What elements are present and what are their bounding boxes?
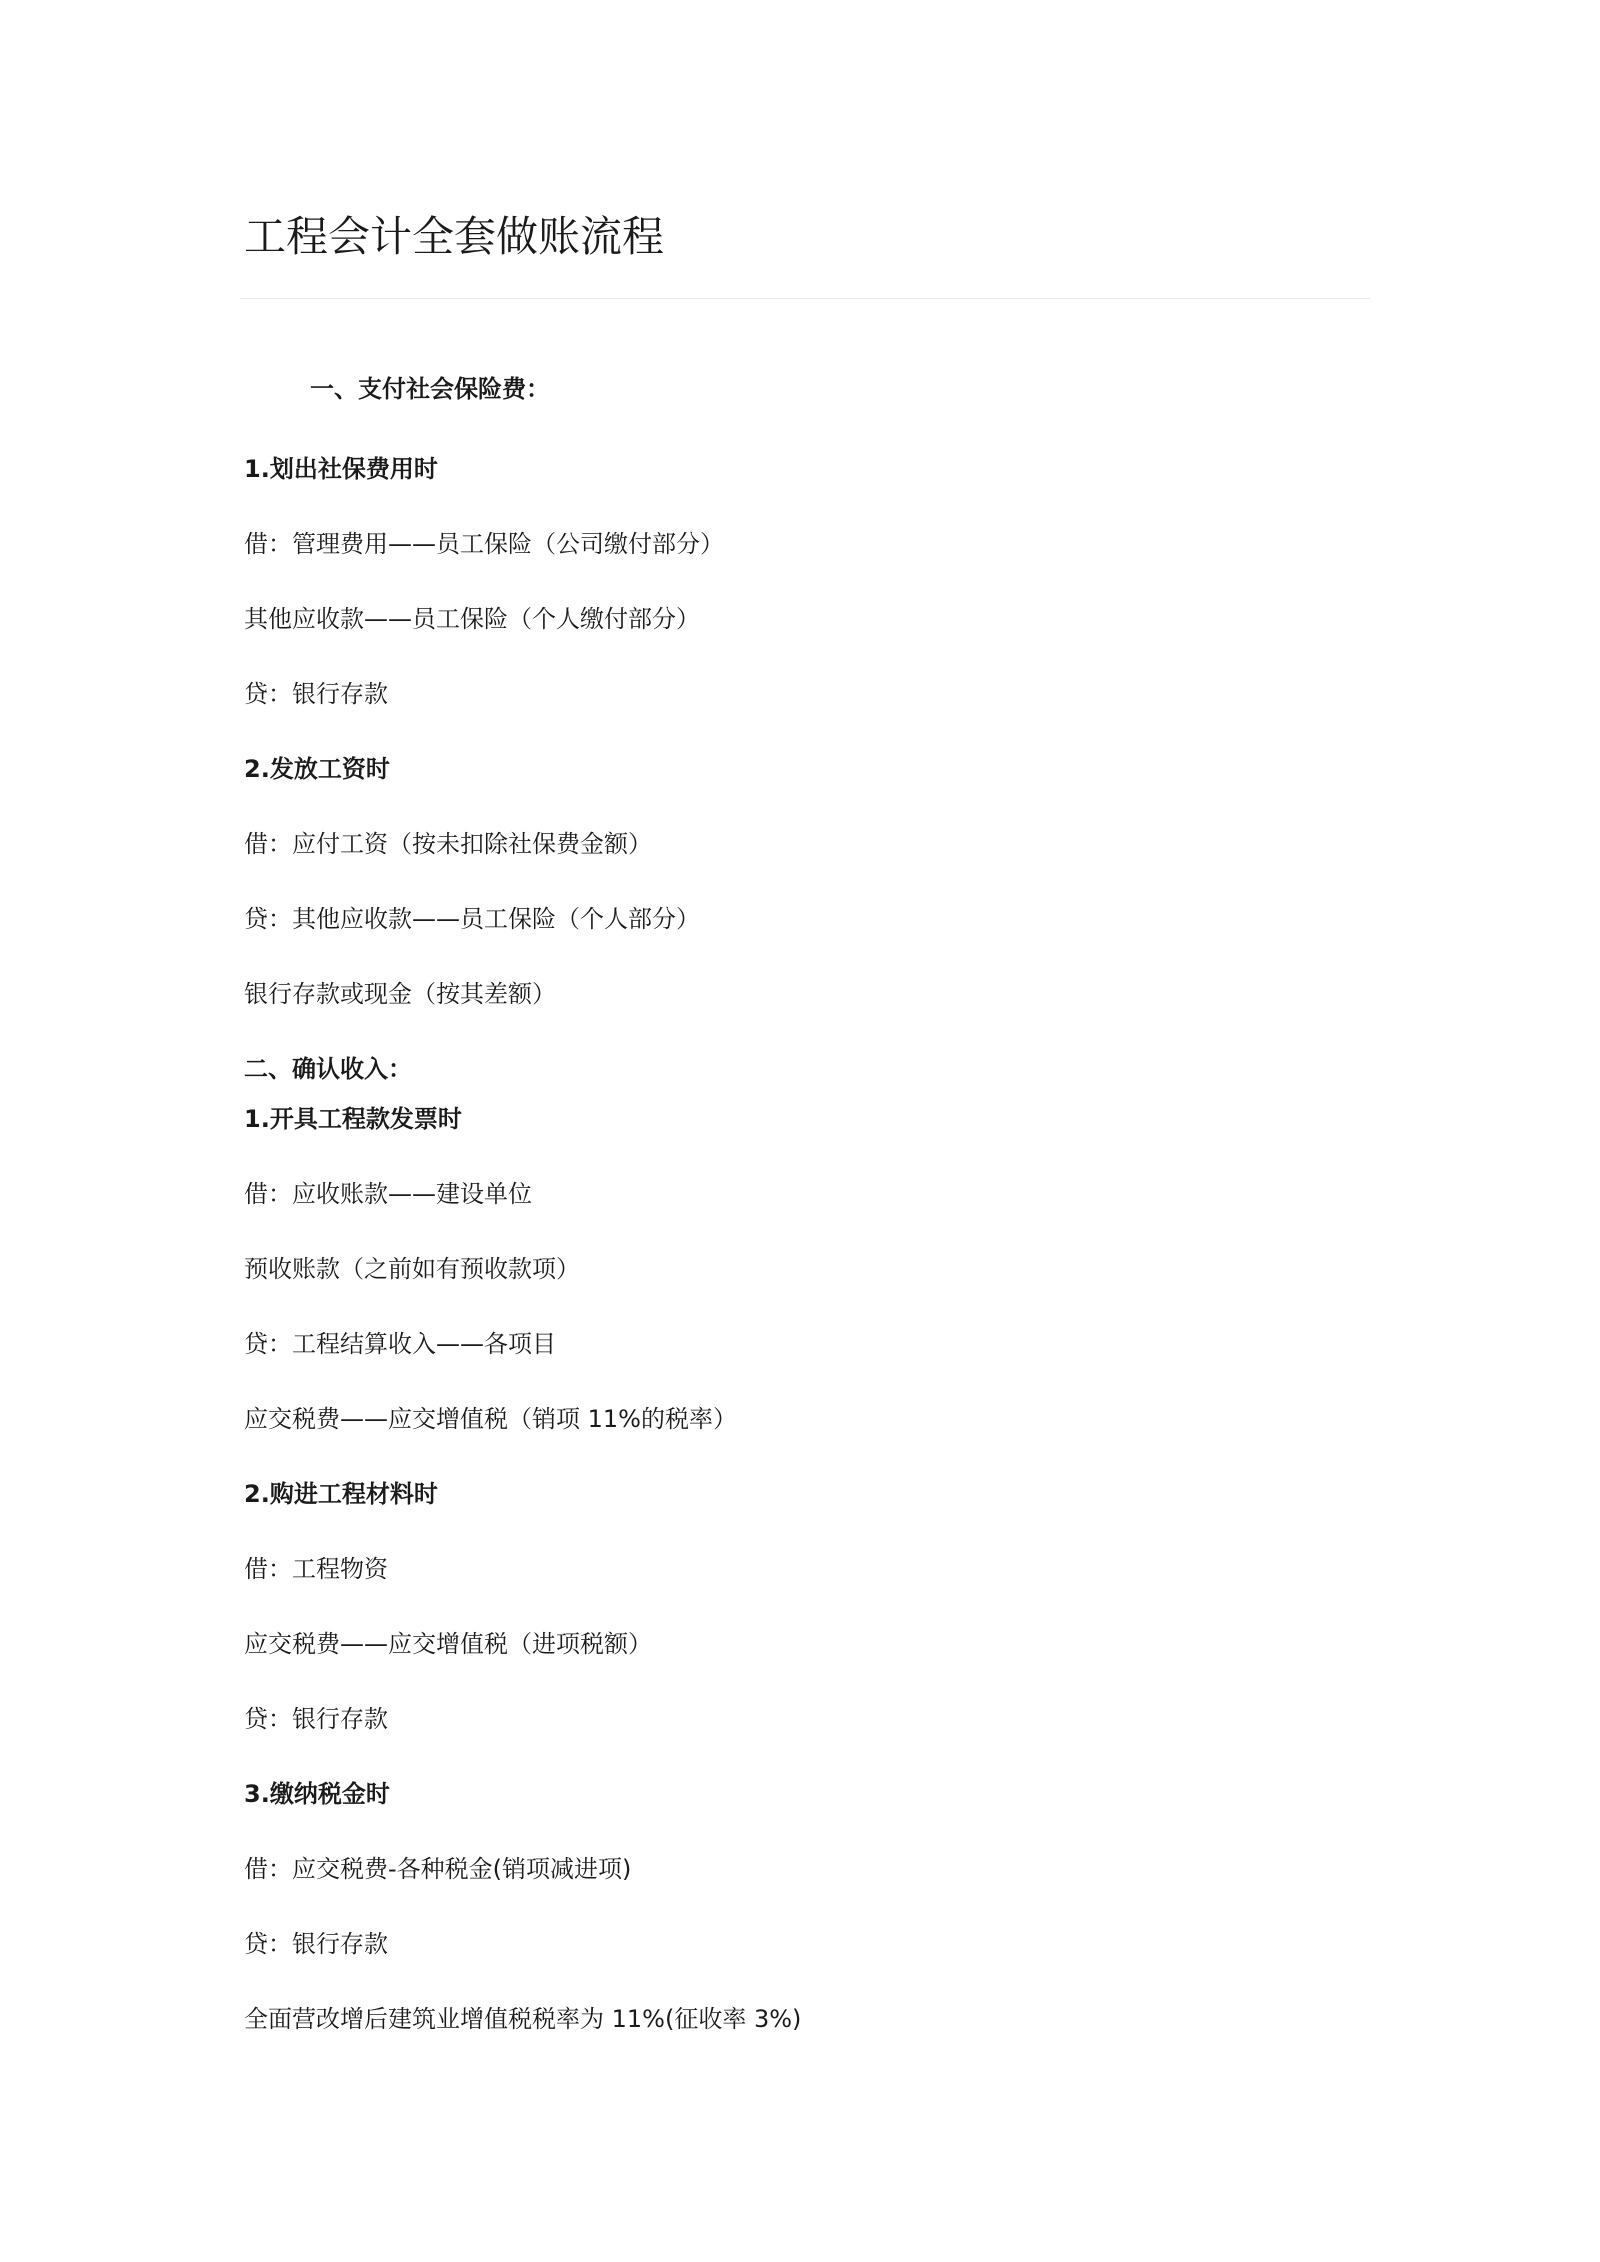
entry-credit-bank-deposit-2: 贷：银行存款 bbox=[244, 1705, 388, 1733]
entry-output-vat: 应交税费——应交增值税（销项 11%的税率） bbox=[244, 1405, 737, 1433]
step-heading-pay-taxes: 3.缴纳税金时 bbox=[244, 1780, 390, 1808]
entry-advance-receipts: 预收账款（之前如有预收款项） bbox=[244, 1255, 580, 1283]
entry-debit-accounts-receivable: 借：应收账款——建设单位 bbox=[244, 1180, 532, 1208]
step-heading-issue-invoice: 1.开具工程款发票时 bbox=[244, 1105, 462, 1133]
section-heading-revenue: 二、确认收入： bbox=[244, 1055, 412, 1083]
note-vat-rate: 全面营改增后建筑业增值税税率为 11%(征收率 3%) bbox=[244, 2005, 802, 2033]
document-title: 工程会计全套做账流程 bbox=[244, 212, 665, 261]
entry-debit-taxes-payable: 借：应交税费-各种税金(销项减进项) bbox=[244, 1855, 632, 1883]
entry-debit-project-materials: 借：工程物资 bbox=[244, 1555, 388, 1583]
entry-credit-bank-deposit: 贷：银行存款 bbox=[244, 680, 388, 708]
entry-bank-or-cash: 银行存款或现金（按其差额） bbox=[244, 980, 556, 1008]
entry-credit-bank-deposit-3: 贷：银行存款 bbox=[244, 1930, 388, 1958]
step-heading-allocate-social-insurance: 1.划出社保费用时 bbox=[244, 455, 438, 483]
step-heading-purchase-materials: 2.购进工程材料时 bbox=[244, 1480, 438, 1508]
title-divider bbox=[240, 298, 1370, 299]
section-heading-social-insurance: 一、支付社会保险费： bbox=[310, 375, 550, 403]
step-heading-pay-wages: 2.发放工资时 bbox=[244, 755, 390, 783]
entry-debit-management-expense: 借：管理费用——员工保险（公司缴付部分） bbox=[244, 530, 724, 558]
entry-input-vat: 应交税费——应交增值税（进项税额） bbox=[244, 1630, 652, 1658]
entry-credit-other-receivables: 贷：其他应收款——员工保险（个人部分） bbox=[244, 905, 700, 933]
entry-credit-project-revenue: 贷：工程结算收入——各项目 bbox=[244, 1330, 556, 1358]
entry-other-receivables: 其他应收款——员工保险（个人缴付部分） bbox=[244, 605, 700, 633]
entry-debit-wages-payable: 借：应付工资（按未扣除社保费金额） bbox=[244, 830, 652, 858]
